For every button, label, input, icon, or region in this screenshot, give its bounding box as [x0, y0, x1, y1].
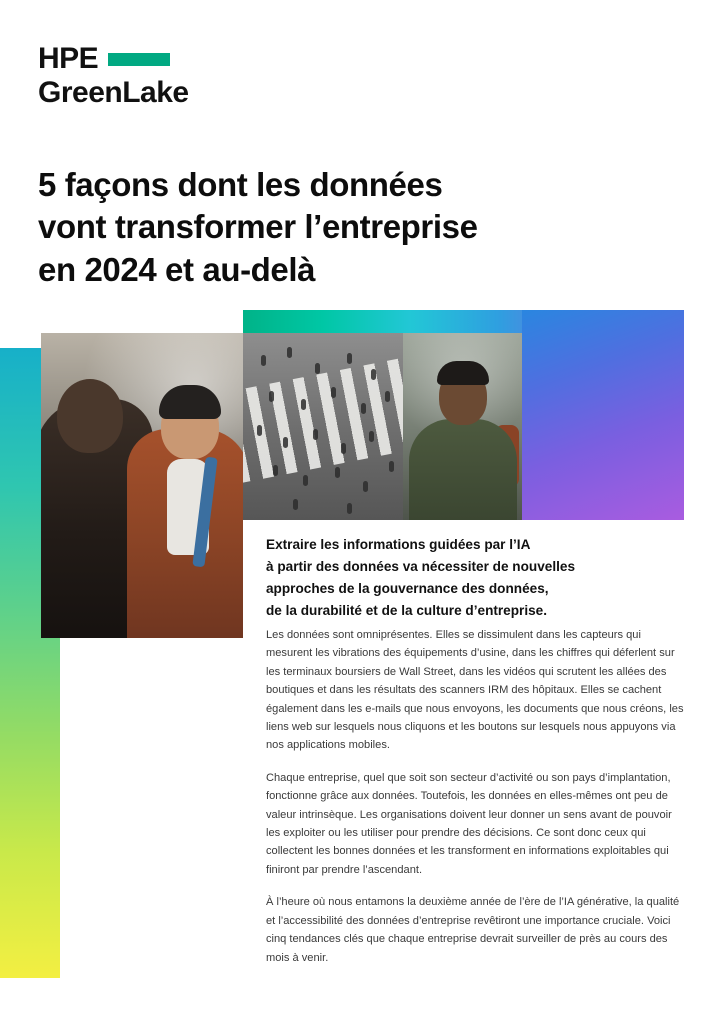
brand-name-hpe: HPE — [38, 42, 99, 75]
brand-name-greenlake: GreenLake — [38, 76, 189, 109]
image-aerial-crosswalk-crowd — [243, 333, 403, 520]
deck-line-3: approches de la gouvernance des données, — [266, 581, 549, 597]
image-figure-left-head — [57, 379, 123, 453]
deck-line-2: à partir des données va nécessiter de nouvelles — [266, 559, 576, 575]
body-copy — [266, 626, 684, 967]
image-pedestrians — [243, 333, 403, 520]
page-title-line-1: 5 façons dont les données — [38, 166, 443, 204]
hpe-rectangle-logo-icon — [108, 53, 170, 66]
gradient-block-right — [522, 310, 684, 520]
image-man-with-backpack-smiling — [403, 333, 522, 520]
body-paragraph-3: À l’heure où nous entamons la deuxième année de l’ère de l’IA générative, la qualité et l’accessibilité des données d’entreprise revêtiront une importance cruciale. Voici cinq tendances clés que chaque entreprise devrait surveiller de près au cours des mois à venir. — [266, 896, 680, 964]
body-paragraph-1: Les données sont omniprésentes. Elles se dissimulent dans les capteurs qui mesurent les vibrations des équipements d’usine, dans les chiffres qui déferlent sur les terminaux boursiers de Wall Street, dans les vidéos qui scrutent les allées des boutiques et dans les résultats des scanners IRM des hôpitaux. Elles se cachent également dans les e-mails que nous envoyons, les documents que nous créons, les liens web sur lesquels nous cliquons et les boutons sur lesquels nous appuyons via nos applications mobiles. — [266, 629, 684, 752]
image-two-men-talking-outdoors — [41, 333, 243, 638]
deck-line-4: de la durabilité et de la culture d’entreprise. — [266, 603, 548, 619]
deck-statement — [266, 534, 684, 622]
page-title-line-2: vont transformer l’entreprise — [38, 208, 478, 246]
page-title — [38, 164, 598, 291]
brand-logo — [38, 44, 338, 110]
image-figure-hair — [437, 361, 489, 385]
image-figure-torso — [409, 419, 517, 520]
brand-logo-row — [38, 44, 338, 74]
page-title-line-3: en 2024 et au-delà — [38, 250, 316, 288]
body-paragraph-2: Chaque entreprise, quel que soit son secteur d’activité ou son pays d’implantation, fonctionne grâce aux données. Toutefois, les données en elles-mêmes ont peu de valeur intrinsèque. Les organisations doivent leur donner un sens avant de pouvoir les exploiter ou les utiliser pour prendre des décisions. Ce sont donc ceux qui collectent les bonnes données et les transforment en informations exploitables qui finiront par prendre l’ascendant. — [266, 771, 672, 876]
deck-line-1: Extraire les informations guidées par l’IA — [266, 537, 531, 552]
